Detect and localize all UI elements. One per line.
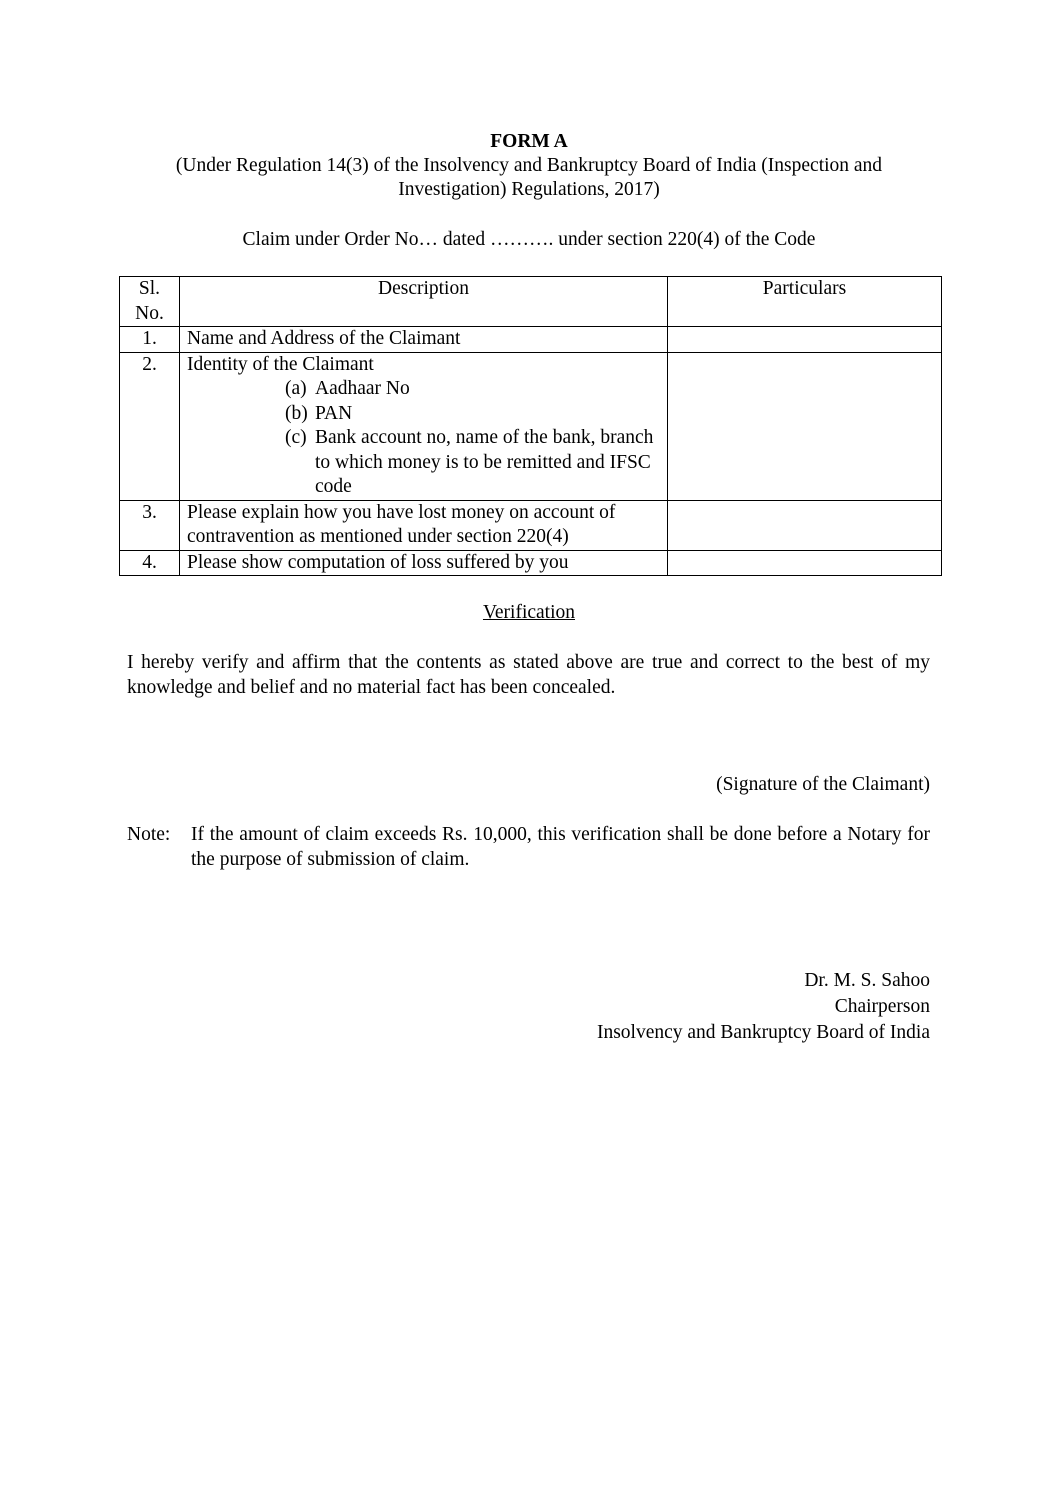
row-description: Identity of the Claimant (187, 353, 374, 375)
list-item-text: Bank account no, name of the bank, branch to which money is to be remitted and IFSC code (315, 427, 654, 497)
list-item-text: Aadhaar No (315, 378, 410, 399)
list-item-text: PAN (315, 402, 353, 424)
row-description: Please show computation of loss suffered by you (180, 550, 668, 576)
row-particulars[interactable] (668, 352, 942, 500)
form-title: FORM A (490, 131, 568, 152)
signatory-organization: Insolvency and Bankruptcy Board of India (596, 1022, 930, 1043)
table-row (120, 352, 942, 500)
table-row (120, 327, 942, 353)
claim-line: Claim under Order No… dated ………. under section 220(4) of the Code (242, 229, 816, 250)
row-sl-no: 2. (120, 352, 180, 500)
row-sl-no: 3. (120, 500, 180, 550)
header-particulars: Particulars (668, 277, 942, 327)
identity-sub-list (187, 377, 660, 500)
note-text: If the amount of claim exceeds Rs. 10,000, this verification shall be done before a Notary for the purpose of submission of claim. (191, 824, 930, 870)
list-item-marker: (a) (285, 378, 307, 399)
row-description-cell (180, 352, 668, 500)
table-header-row (120, 277, 942, 327)
verification-text: I hereby verify and affirm that the contents as stated above are true and correct to the best of my knowledge and belief and no material fact has been concealed. (127, 652, 930, 698)
note-label: Note: (127, 824, 171, 845)
table-row (120, 500, 942, 550)
row-sl-no: 1. (120, 327, 180, 353)
signatory-name: Dr. M. S. Sahoo (804, 970, 930, 991)
list-item (285, 377, 660, 402)
row-particulars[interactable] (668, 327, 942, 353)
header-description: Description (180, 277, 668, 327)
list-item (285, 402, 660, 427)
verification-heading: Verification (482, 602, 576, 623)
table-row (120, 550, 942, 576)
header-sl-no: Sl. No. (120, 277, 180, 327)
form-subtitle: (Under Regulation 14(3) of the Insolvency and Bankruptcy Board of India (Inspection and Investigation) Regulations, 2017) (175, 155, 883, 200)
signatory-designation: Chairperson (834, 996, 930, 1017)
claim-table (119, 276, 942, 576)
note (127, 822, 930, 872)
row-particulars[interactable] (668, 550, 942, 576)
list-item-marker: (b) (285, 402, 308, 424)
row-particulars[interactable] (668, 500, 942, 550)
row-description: Name and Address of the Claimant (180, 327, 668, 353)
list-item (285, 426, 660, 500)
signatory-block (597, 968, 930, 1046)
list-item-marker: (c) (285, 427, 307, 448)
row-description: Please explain how you have lost money on account of contravention as mentioned under section 220(4) (180, 500, 668, 550)
row-sl-no: 4. (120, 550, 180, 576)
signature-label: (Signature of the Claimant) (716, 774, 930, 795)
